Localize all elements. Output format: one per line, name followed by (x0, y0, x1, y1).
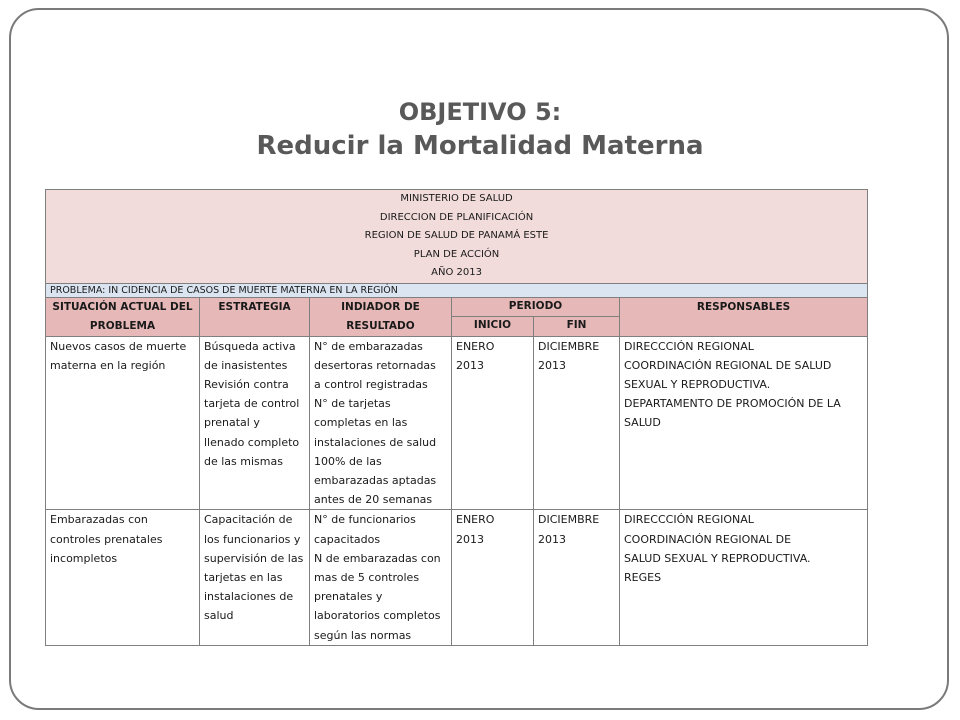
col-header-inicio: INICIO (452, 317, 534, 337)
cell-line: desertoras retornadas (314, 358, 436, 372)
header-line: DIRECCION DE PLANIFICACIÓN (379, 211, 534, 223)
cell-estrategia (200, 510, 310, 645)
cell-line: instalaciones de salud (314, 435, 437, 449)
cell-estrategia (200, 336, 310, 510)
cell-line: salud (204, 609, 234, 623)
col-header-periodo: PERIODO (452, 297, 620, 317)
col-header-fin: FIN (534, 317, 620, 337)
cell-indicador (310, 510, 452, 645)
cell-responsables (620, 336, 868, 510)
cell-line: COORDINACIÓN REGIONAL DE (624, 532, 792, 546)
cell-line: prenatales y (314, 590, 383, 604)
cell-fin (534, 510, 620, 645)
problem-statement: PROBLEMA: IN CIDENCIA DE CASOS DE MUERTE MATERNA EN LA REGIÓN (46, 283, 868, 297)
cell-line: DIRECCCIÓN REGIONAL (624, 339, 754, 353)
title-goal: Reducir la Mortalidad Materna (256, 131, 704, 161)
cell-situacion (46, 336, 200, 510)
cell-line: tarjetas en las (204, 570, 283, 584)
cell-line: controles prenatales (50, 532, 163, 546)
header-line: AÑO 2013 (431, 267, 482, 278)
col-header-situacion: SITUACIÓN ACTUAL DEL PROBLEMA (46, 297, 200, 336)
cell-line: laboratorios completos (314, 609, 441, 623)
cell-line: Búsqueda activa (204, 339, 296, 353)
cell-line: de inasistentes (204, 358, 288, 372)
cell-line: instalaciones de (204, 590, 294, 604)
cell-line: Capacitación de (204, 513, 293, 527)
slide-title (0, 95, 960, 163)
cell-line: REGES (624, 570, 662, 584)
cell-line: ENERO (456, 513, 495, 527)
cell-line: SALUD SEXUAL Y REPRODUCTIVA. (624, 551, 811, 565)
cell-fin (534, 336, 620, 510)
table-row (46, 336, 868, 510)
cell-line: materna en la región (50, 358, 166, 372)
cell-line: SEXUAL Y REPRODUCTIVA. (624, 377, 771, 391)
cell-line: Revisión contra (204, 377, 289, 391)
cell-line: ENERO (456, 339, 495, 353)
col-header-indicador: INDIADOR DE RESULTADO (310, 297, 452, 336)
cell-line: de las mismas (204, 454, 283, 468)
cell-responsables (620, 510, 868, 645)
col-header-estrategia: ESTRATEGIA (200, 297, 310, 336)
col-header-responsables: RESPONSABLES (620, 297, 868, 336)
table-row (46, 510, 868, 645)
cell-line: 2013 (538, 532, 566, 546)
cell-line: N° de tarjetas (314, 397, 391, 411)
cell-line: DICIEMBRE (538, 339, 600, 353)
cell-line: 2013 (456, 358, 484, 372)
cell-line: DIRECCCIÓN REGIONAL (624, 513, 754, 527)
cell-line: tarjeta de control (204, 397, 300, 411)
header-line: PLAN DE ACCIÓN (413, 248, 500, 260)
cell-line: llenado completo (204, 435, 300, 449)
cell-inicio (452, 336, 534, 510)
header-line: REGION DE SALUD DE PANAMÁ ESTE (364, 230, 549, 241)
cell-line: 2013 (456, 532, 484, 546)
title-objective: OBJETIVO 5: (398, 98, 562, 126)
cell-line: mas de 5 controles (314, 570, 420, 584)
cell-line: supervisión de las (204, 551, 304, 565)
cell-line: antes de 20 semanas (314, 493, 433, 507)
cell-line: SALUD (624, 416, 661, 430)
cell-line: completas en las (314, 416, 408, 430)
cell-line: prenatal y (204, 416, 260, 430)
cell-inicio (452, 510, 534, 645)
cell-line: a control registradas (314, 377, 428, 391)
cell-line: Nuevos casos de muerte (50, 339, 187, 353)
cell-line: N de embarazadas con (314, 551, 441, 565)
cell-line: N° de funcionarios (314, 513, 416, 527)
cell-line: N° de embarazadas (314, 339, 423, 353)
cell-line: los funcionarios y (204, 532, 301, 546)
cell-line: 100% de las (314, 454, 382, 468)
cell-line: incompletos (50, 551, 118, 565)
cell-line: embarazadas aptadas (314, 473, 437, 487)
action-plan-table (45, 189, 868, 646)
header-line: MINISTERIO DE SALUD (400, 193, 513, 204)
cell-line: DICIEMBRE (538, 513, 600, 527)
cell-line: Embarazadas con (50, 513, 148, 527)
cell-line: según las normas (314, 628, 412, 642)
cell-line: COORDINACIÓN REGIONAL DE SALUD (624, 358, 832, 372)
cell-line: DEPARTAMENTO DE PROMOCIÓN DE LA (624, 397, 841, 411)
cell-line: capacitados (314, 532, 381, 546)
cell-indicador (310, 336, 452, 510)
cell-situacion (46, 510, 200, 645)
cell-line: 2013 (538, 358, 566, 372)
institution-header (46, 190, 868, 284)
